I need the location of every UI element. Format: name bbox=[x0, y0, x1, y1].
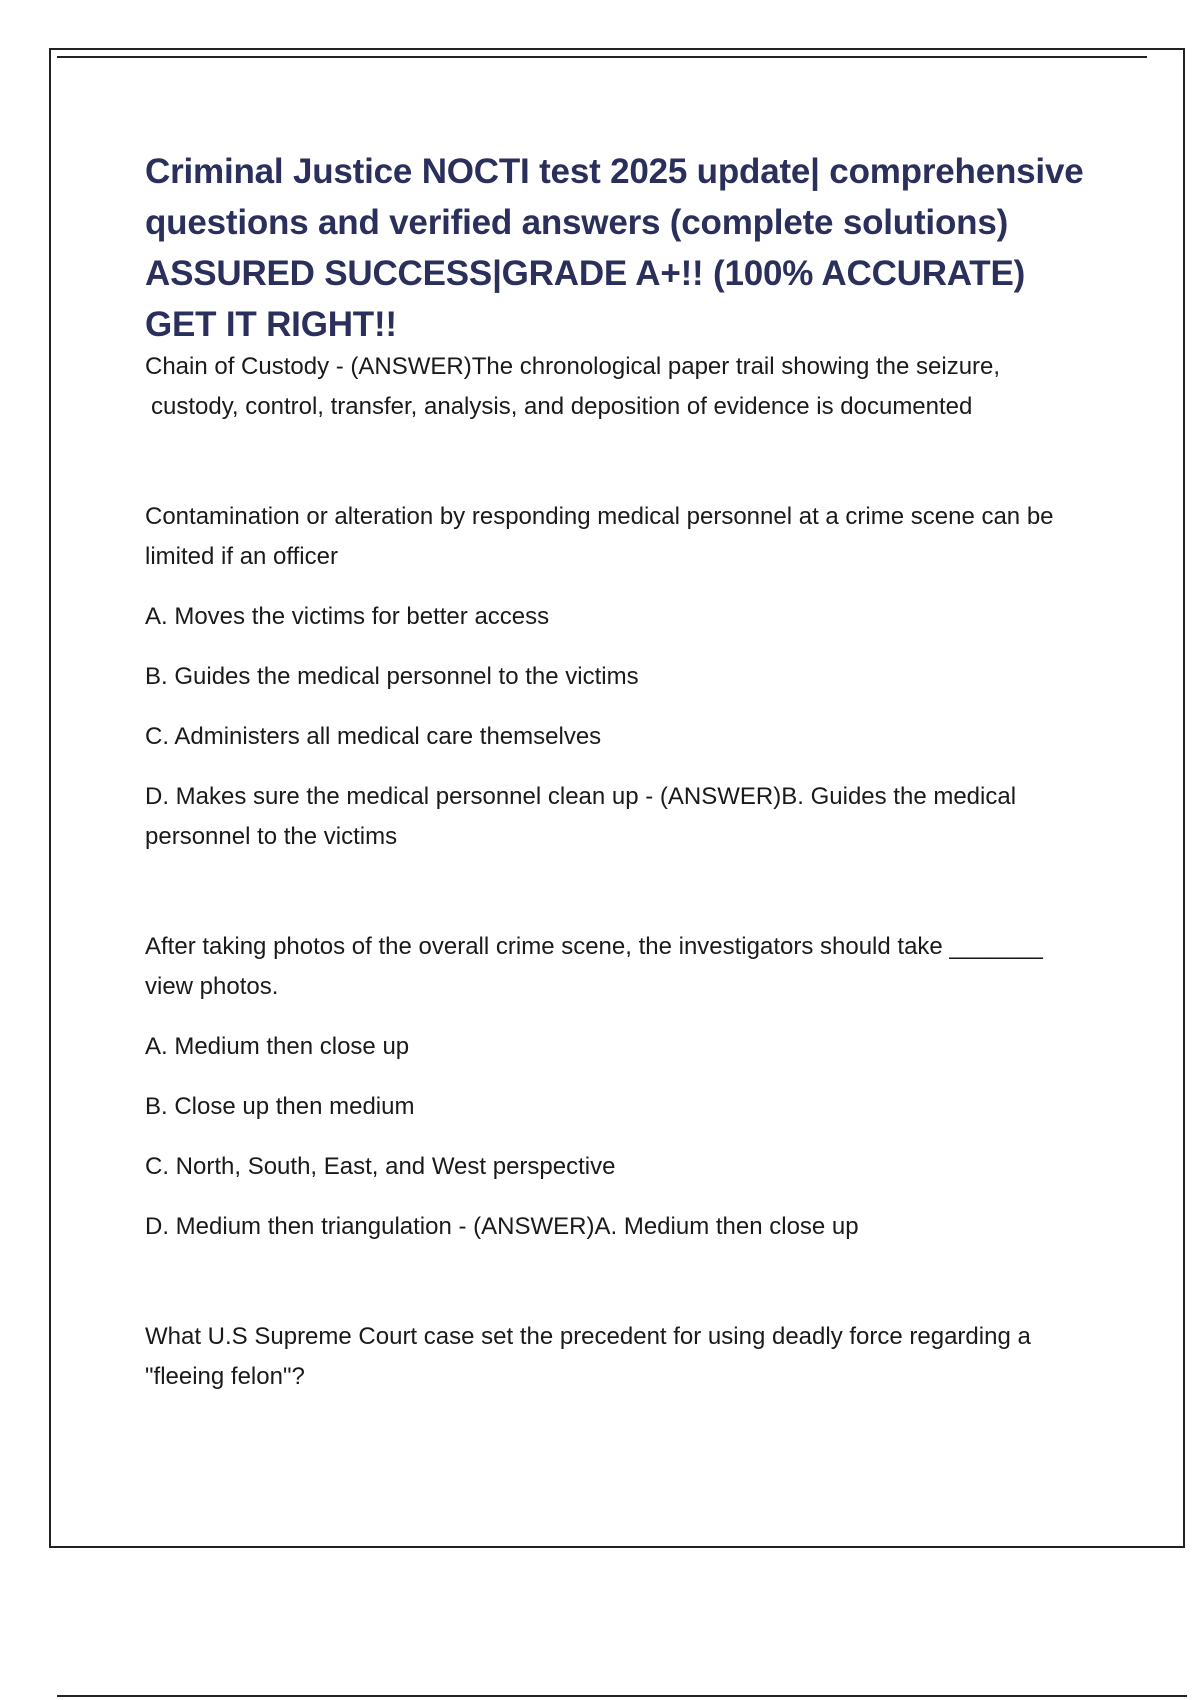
question-2-option-b: B. Close up then medium bbox=[145, 1093, 415, 1120]
question-1-option-b: B. Guides the medical personnel to the victims bbox=[145, 663, 639, 690]
next-page-top-rule bbox=[57, 1695, 1187, 1697]
question-1-text: Contamination or alteration by responding medical personnel at a crime scene can be limited if an officer bbox=[145, 503, 1054, 570]
question-2-option-c: C. North, South, East, and West perspective bbox=[145, 1153, 616, 1180]
question-1-option-a: A. Moves the victims for better access bbox=[145, 603, 550, 630]
question-2-text: After taking photos of the overall crime scene, the investigators should take _______ view photos. bbox=[145, 933, 1043, 1000]
question-2-option-d-with-answer: D. Medium then triangulation - (ANSWER)A. Medium then close up bbox=[145, 1213, 859, 1240]
question-1-option-d-with-answer: D. Makes sure the medical personnel clean up - (ANSWER)B. Guides the medical personnel to the victims bbox=[145, 783, 1017, 850]
question-1-option-c: C. Administers all medical care themselves bbox=[145, 723, 602, 750]
question-3-text: What U.S Supreme Court case set the precedent for using deadly force regarding a "fleeing felon"? bbox=[145, 1323, 1031, 1390]
chain-of-custody-answer: Chain of Custody - (ANSWER)The chronological paper trail showing the seizure, custody, control, transfer, analysis, and deposition of evidence is documented bbox=[145, 353, 1001, 420]
document-title: Criminal Justice NOCTI test 2025 update| comprehensive questions and verified answers (complete solutions) ASSURED SUCCESS|GRADE A+!! (100% ACCURATE) GET IT RIGHT!! bbox=[145, 152, 1084, 344]
frame-top-rule bbox=[57, 56, 1147, 58]
question-2-option-a: A. Medium then close up bbox=[145, 1033, 410, 1060]
document-content bbox=[145, 146, 1085, 1397]
